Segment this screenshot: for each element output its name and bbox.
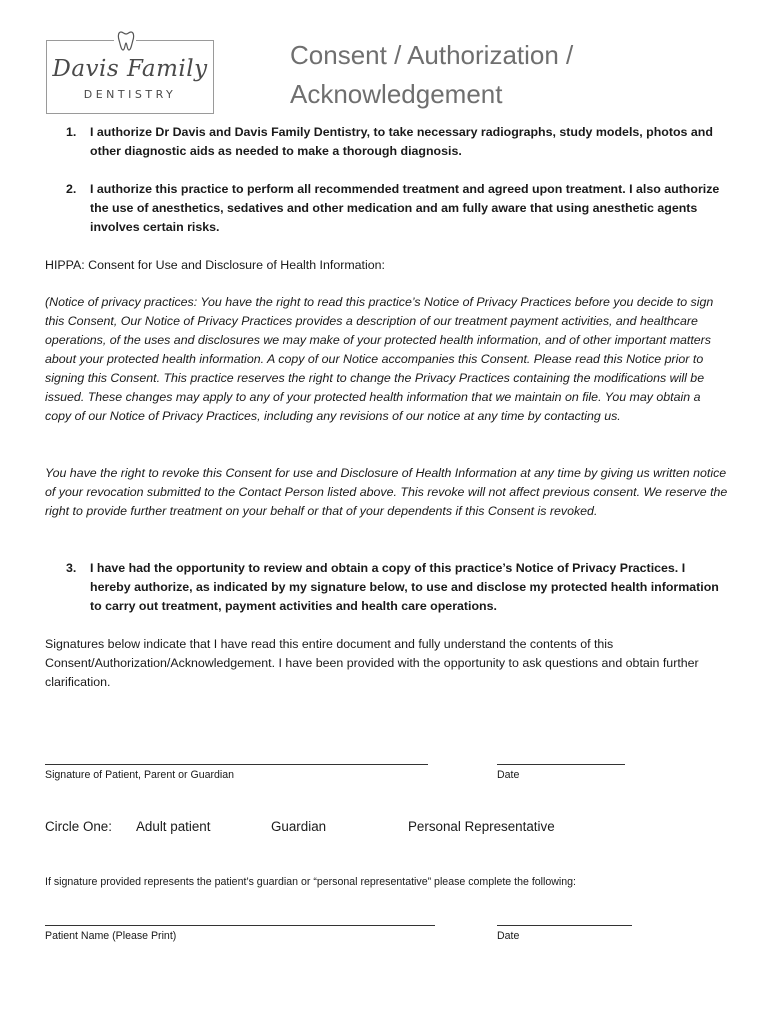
consent-item-3 (66, 559, 726, 616)
signature-line[interactable] (45, 764, 428, 765)
title-line-1: Consent / Authorization / (290, 40, 574, 70)
guardian-note: If signature provided represents the patient’s guardian or “personal representative” please complete the following: (45, 876, 576, 888)
item-text: I authorize this practice to perform all recommended treatment and agreed upon treatment. I also authorize the use of anesthetics, sedatives and other medication and am fully aware that using anesthetic agents involves certain risks. (90, 182, 720, 234)
logo-subtitle: DENTISTRY (83, 88, 177, 101)
signatures-paragraph: Signatures below indicate that I have read this entire document and fully understand the contents of this Consent/Authorization/Acknowledgement. I have been provided with the opportunity to ask questions and obtain further clarification. (45, 637, 699, 689)
item-number: 3. (66, 561, 77, 575)
patient-name-label: Patient Name (Please Print) (45, 930, 177, 942)
item-text: I authorize Dr Davis and Davis Family Dentistry, to take necessary radiographs, study models, photos and other diagnostic aids as needed to make a thorough diagnosis. (90, 125, 713, 158)
option-adult-patient[interactable]: Adult patient (136, 819, 211, 834)
page-title (290, 36, 750, 114)
title-line-2: Acknowledgement (290, 79, 503, 109)
tooth-icon (117, 30, 135, 52)
consent-item-2 (66, 180, 726, 237)
option-guardian[interactable]: Guardian (271, 819, 327, 834)
item-text: I have had the opportunity to review and obtain a copy of this practice’s Notice of Privacy Practices. I hereby authorize, as indicated by my signature below, to use and disclose my protected health information to carry out treatment, payment activities and health care operations. (90, 561, 719, 613)
option-personal-representative[interactable]: Personal Representative (408, 819, 555, 834)
patient-name-line[interactable] (45, 925, 435, 926)
signature-date-label: Date (497, 769, 520, 781)
hippa-heading: HIPPA: Consent for Use and Disclosure of Health Information: (45, 258, 385, 272)
item-number: 2. (66, 182, 77, 196)
consent-item-1 (66, 123, 726, 161)
item-number: 1. (66, 125, 77, 139)
patient-date-label: Date (497, 930, 520, 942)
logo-script-text: Davis Family (52, 56, 208, 82)
signature-label: Signature of Patient, Parent or Guardian (45, 769, 235, 781)
revoke-paragraph: You have the right to revoke this Consent for use and Disclosure of Health Information at any time by giving us written notice of your revocation submitted to the Contact Person listed above. This revoke will not affect previous consent. We reserve the right to provide further treatment on your behalf or that of your dependents if this Consent is revoked. (45, 466, 728, 518)
circle-one-label: Circle One: (45, 819, 112, 834)
signature-date-line[interactable] (497, 764, 625, 765)
privacy-notice-paragraph: (Notice of privacy practices: You have the right to read this practice’s Notice of Privacy Practices before you decide to sign this Consent, Our Notice of Privacy Practices provides a description of our treatment payment activities, and healthcare operations, of the uses and disclosures we may make of your protected health information, and of other important matters about your protected health information. A copy of our Notice accompanies this Consent. Please read this Notice prior to signing this Consent. This practice reserves the right to change the Privacy Practices containing the modifications will be issued. These changes may apply to any of your protected health information that we maintain on file. You may obtain a copy of our Notice of Privacy Practices, including any revisions of our notice at any time by contacting us. (45, 295, 714, 423)
patient-date-line[interactable] (497, 925, 632, 926)
